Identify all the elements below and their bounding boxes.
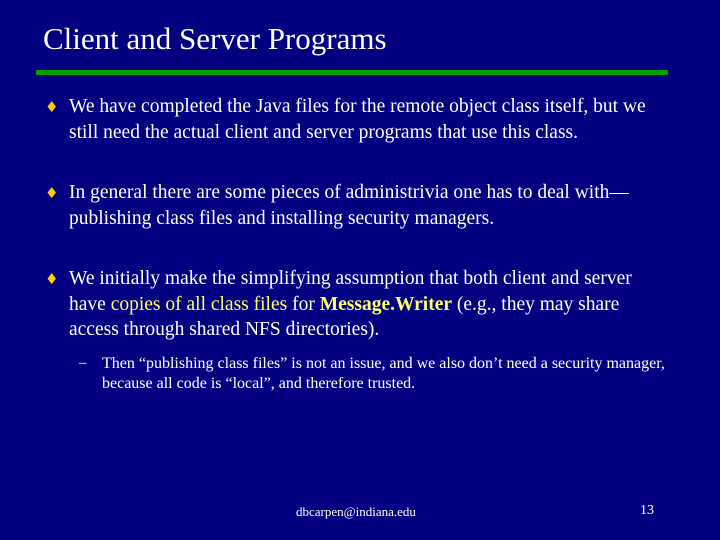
- class-name-highlight: Message.Writer: [319, 293, 453, 315]
- highlighted-phrase: copies of all class files: [110, 293, 288, 315]
- page-number: 13: [640, 503, 654, 518]
- bullet-text-segment: We initially make the simplifying assumption that both client and server have: [69, 268, 632, 315]
- diamond-bullet-icon: ♦: [45, 270, 59, 288]
- bullet-text-segment: for: [287, 293, 320, 315]
- bullet-text: We have completed the Java files for the remote object class itself, but we still need the actual client and server programs that use this class.: [69, 96, 646, 143]
- title-divider: [36, 70, 668, 75]
- slide-title: Client and Server Programs: [43, 21, 387, 56]
- bullet-text: [69, 266, 669, 343]
- dash-bullet-icon: –: [79, 355, 87, 371]
- bullet-text: In general there are some pieces of administrivia one has to deal with—publishing class files and installing security managers.: [69, 182, 629, 229]
- diamond-bullet-icon: ♦: [45, 184, 59, 202]
- footer-email: dbcarpen@indiana.edu: [296, 504, 416, 519]
- bullet-text-segment: (e.g., they may share access through shared NFS directories).: [69, 293, 620, 340]
- sub-bullet-text: Then “publishing class files” is not an issue, and we also don’t need a security manager, because all code is “local”, and therefore trusted.: [102, 355, 665, 392]
- diamond-bullet-icon: ♦: [45, 98, 59, 116]
